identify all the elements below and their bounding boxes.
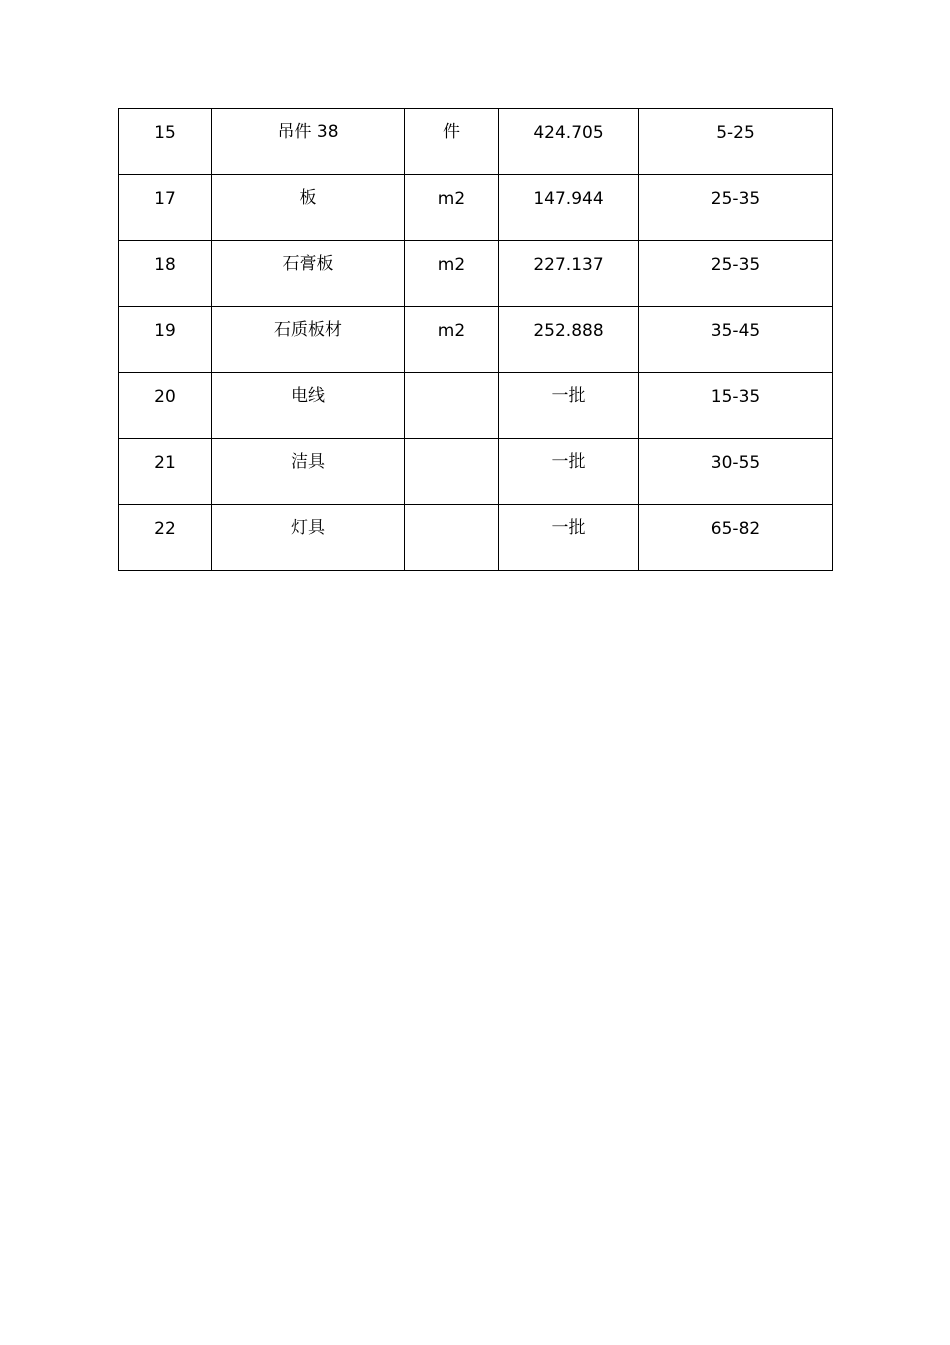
row-number-cell (119, 505, 212, 571)
range-cell (639, 175, 833, 241)
item-name-cell (212, 109, 405, 175)
quantity-cell (499, 439, 639, 505)
quantity-cell (499, 109, 639, 175)
table-row (119, 307, 833, 373)
row-number-cell (119, 307, 212, 373)
row-number: 22 (154, 519, 176, 539)
table-row (119, 505, 833, 571)
row-number: 18 (154, 255, 176, 275)
item-name: 洁具 (291, 452, 325, 472)
unit-cell (405, 307, 499, 373)
row-number: 15 (154, 123, 176, 143)
row-number-cell (119, 175, 212, 241)
item-range: 25-35 (710, 255, 761, 275)
item-name: 灯具 (291, 518, 325, 538)
quantity-cell (499, 241, 639, 307)
row-number-cell (119, 241, 212, 307)
row-number: 17 (154, 189, 176, 209)
range-cell (639, 241, 833, 307)
table-row (119, 109, 833, 175)
item-name: 板 (299, 188, 317, 208)
table-row (119, 373, 833, 439)
unit-cell (405, 175, 499, 241)
item-name: 吊件 38 (277, 122, 339, 142)
unit-cell (405, 109, 499, 175)
item-quantity: 一批 (551, 452, 586, 472)
table-row (119, 439, 833, 505)
quantity-cell (499, 373, 639, 439)
range-cell (639, 109, 833, 175)
item-unit (405, 505, 498, 518)
unit-cell (405, 373, 499, 439)
row-number: 19 (154, 321, 176, 341)
quantity-cell (499, 175, 639, 241)
row-number-cell (119, 373, 212, 439)
table-row (119, 175, 833, 241)
item-unit: m2 (437, 255, 466, 275)
item-name-cell (212, 175, 405, 241)
item-quantity: 147.944 (533, 189, 604, 209)
quantity-cell (499, 307, 639, 373)
item-quantity: 一批 (551, 386, 586, 406)
quantity-cell (499, 505, 639, 571)
materials-table (118, 108, 833, 571)
range-cell (639, 505, 833, 571)
item-quantity: 一批 (551, 518, 586, 538)
item-unit: m2 (437, 321, 466, 341)
item-quantity: 424.705 (533, 123, 604, 143)
item-name: 石质板材 (274, 320, 342, 340)
item-name-cell (212, 241, 405, 307)
item-range: 5-25 (716, 123, 755, 143)
row-number: 21 (154, 453, 176, 473)
item-unit (405, 373, 498, 386)
row-number: 20 (154, 387, 176, 407)
row-number-cell (119, 439, 212, 505)
item-range: 35-45 (710, 321, 761, 341)
range-cell (639, 373, 833, 439)
unit-cell (405, 241, 499, 307)
range-cell (639, 307, 833, 373)
item-unit: 件 (443, 122, 460, 142)
item-quantity: 227.137 (533, 255, 604, 275)
item-name-cell (212, 373, 405, 439)
item-range: 15-35 (710, 387, 761, 407)
range-cell (639, 439, 833, 505)
item-name-cell (212, 307, 405, 373)
item-range: 65-82 (710, 519, 761, 539)
item-unit (405, 439, 498, 452)
materials-table-body (119, 109, 833, 571)
item-quantity: 252.888 (533, 321, 604, 341)
item-name: 石膏板 (282, 254, 334, 274)
unit-cell (405, 505, 499, 571)
unit-cell (405, 439, 499, 505)
table-row (119, 241, 833, 307)
item-range: 25-35 (710, 189, 761, 209)
item-name: 电线 (291, 386, 325, 406)
item-range: 30-55 (710, 453, 761, 473)
item-name-cell (212, 439, 405, 505)
item-unit: m2 (437, 189, 466, 209)
item-name-cell (212, 505, 405, 571)
row-number-cell (119, 109, 212, 175)
